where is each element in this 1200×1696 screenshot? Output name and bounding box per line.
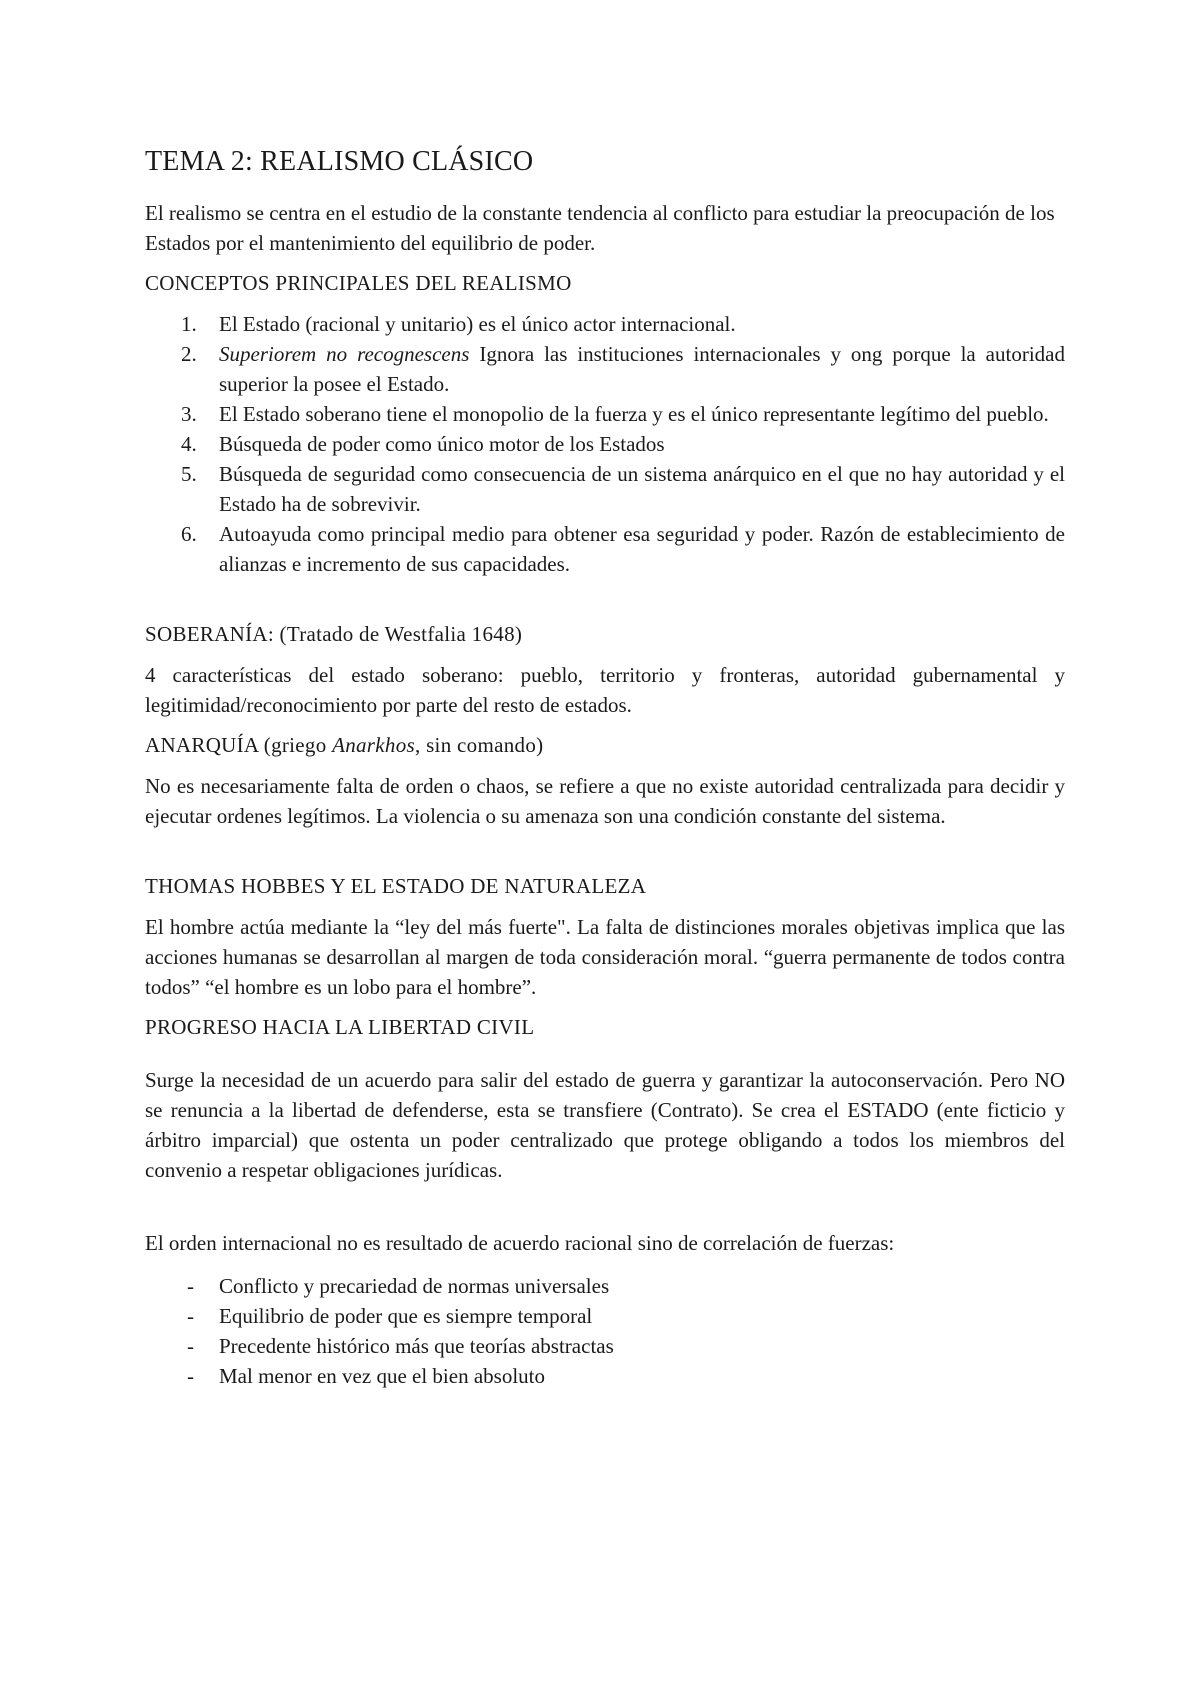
concept-text: Búsqueda de poder como único motor de los Estados <box>219 432 665 456</box>
heading-text: ANARQUÍA (griego <box>145 733 333 757</box>
orden-item-2 <box>145 1301 1065 1331</box>
concept-text: Búsqueda de seguridad como consecuencia de un sistema anárquico en el que no hay autoridad y el Estado ha de sobrevivir. <box>219 462 1065 516</box>
concepts-list <box>145 309 1065 579</box>
concept-item-3 <box>145 399 1065 429</box>
anarquia-heading <box>145 733 1065 758</box>
list-number: 1. <box>181 312 197 336</box>
list-number: 5. <box>181 462 197 486</box>
concept-text: El Estado soberano tiene el monopolio de la fuerza y es el único representante legítimo del pueblo. <box>219 402 1049 426</box>
soberania-paragraph: 4 características del estado soberano: pueblo, territorio y fronteras, autoridad gubernamental y legitimidad/reconocimiento por parte del resto de estados. <box>145 663 1065 717</box>
spacer <box>145 1198 1065 1228</box>
orden-paragraph: El orden internacional no es resultado de acuerdo racional sino de correlación de fuerzas: <box>145 1231 895 1255</box>
spacer <box>145 1053 1065 1065</box>
anarquia-paragraph: No es necesariamente falta de orden o chaos, se refiere a que no existe autoridad centralizada para decidir y ejecutar ordenes legítimos. La violencia o su amenaza son una condición constante del sistema. <box>145 774 1065 828</box>
concept-italic-term: Superiorem no recognescens <box>219 342 470 366</box>
spacer <box>145 844 1065 874</box>
progreso-heading: PROGRESO HACIA LA LIBERTAD CIVIL <box>145 1015 535 1039</box>
concept-text: Autoayuda como principal medio para obtener esa seguridad y poder. Razón de establecimiento de alianzas e incremento de sus capacidades. <box>219 522 1065 576</box>
document-body <box>145 146 1065 1391</box>
progreso-paragraph: Surge la necesidad de un acuerdo para salir del estado de guerra y garantizar la autoconservación. Pero NO se renuncia a la libertad de defenderse, esta se transfiere (Contrato). Se crea el ESTADO (ente ficticio y árbitro imparcial) que ostenta un poder centralizado que protege obligando a todos los miembros del convenio a respetar obligaciones jurídicas. <box>145 1068 1065 1182</box>
heading-text: , sin comando) <box>414 733 544 757</box>
dash-bullet: - <box>187 1334 194 1358</box>
concept-text: El Estado (racional y unitario) es el único actor internacional. <box>219 312 736 336</box>
list-number: 4. <box>181 432 197 456</box>
list-number: 6. <box>181 522 197 546</box>
dash-bullet: - <box>187 1304 194 1328</box>
spacer <box>145 592 1065 622</box>
orden-item-text: Equilibrio de poder que es siempre temporal <box>219 1304 593 1328</box>
list-number: 2. <box>181 342 197 366</box>
orden-item-text: Precedente histórico más que teorías abstractas <box>219 1334 614 1358</box>
intro-paragraph: El realismo se centra en el estudio de la constante tendencia al conflicto para estudiar la preocupación de los Estados por el mantenimiento del equilibrio de poder. <box>145 201 1055 255</box>
orden-item-text: Conflicto y precariedad de normas universales <box>219 1274 610 1298</box>
dash-bullet: - <box>187 1274 194 1298</box>
list-number: 3. <box>181 402 197 426</box>
hobbes-paragraph: El hombre actúa mediante la “ley del más fuerte". La falta de distinciones morales objetivas implica que las acciones humanas se desarrollan al margen de toda consideración moral. “guerra permanente de todos contra todos” “el hombre es un lobo para el hombre”. <box>145 915 1065 999</box>
page-title: TEMA 2: REALISMO CLÁSICO <box>145 146 534 177</box>
concept-item-1 <box>145 309 1065 339</box>
orden-item-4 <box>145 1361 1065 1391</box>
concept-item-4 <box>145 429 1065 459</box>
orden-item-text: Mal menor en vez que el bien absoluto <box>219 1364 545 1388</box>
orden-list <box>145 1271 1065 1391</box>
orden-item-3 <box>145 1331 1065 1361</box>
soberania-heading: SOBERANÍA: (Tratado de Westfalia 1648) <box>145 622 523 646</box>
concept-item-6 <box>145 519 1065 579</box>
concepts-heading: CONCEPTOS PRINCIPALES DEL REALISMO <box>145 271 572 295</box>
orden-item-1 <box>145 1271 1065 1301</box>
heading-italic-term: Anarkhos <box>332 733 415 757</box>
concept-item-5 <box>145 459 1065 519</box>
concept-text: Ignora las instituciones internacionales y ong porque la autoridad superior la posee el Estado. <box>219 342 1065 396</box>
dash-bullet: - <box>187 1364 194 1388</box>
hobbes-heading: THOMAS HOBBES Y EL ESTADO DE NATURALEZA <box>145 874 647 898</box>
concept-item-2 <box>145 339 1065 399</box>
